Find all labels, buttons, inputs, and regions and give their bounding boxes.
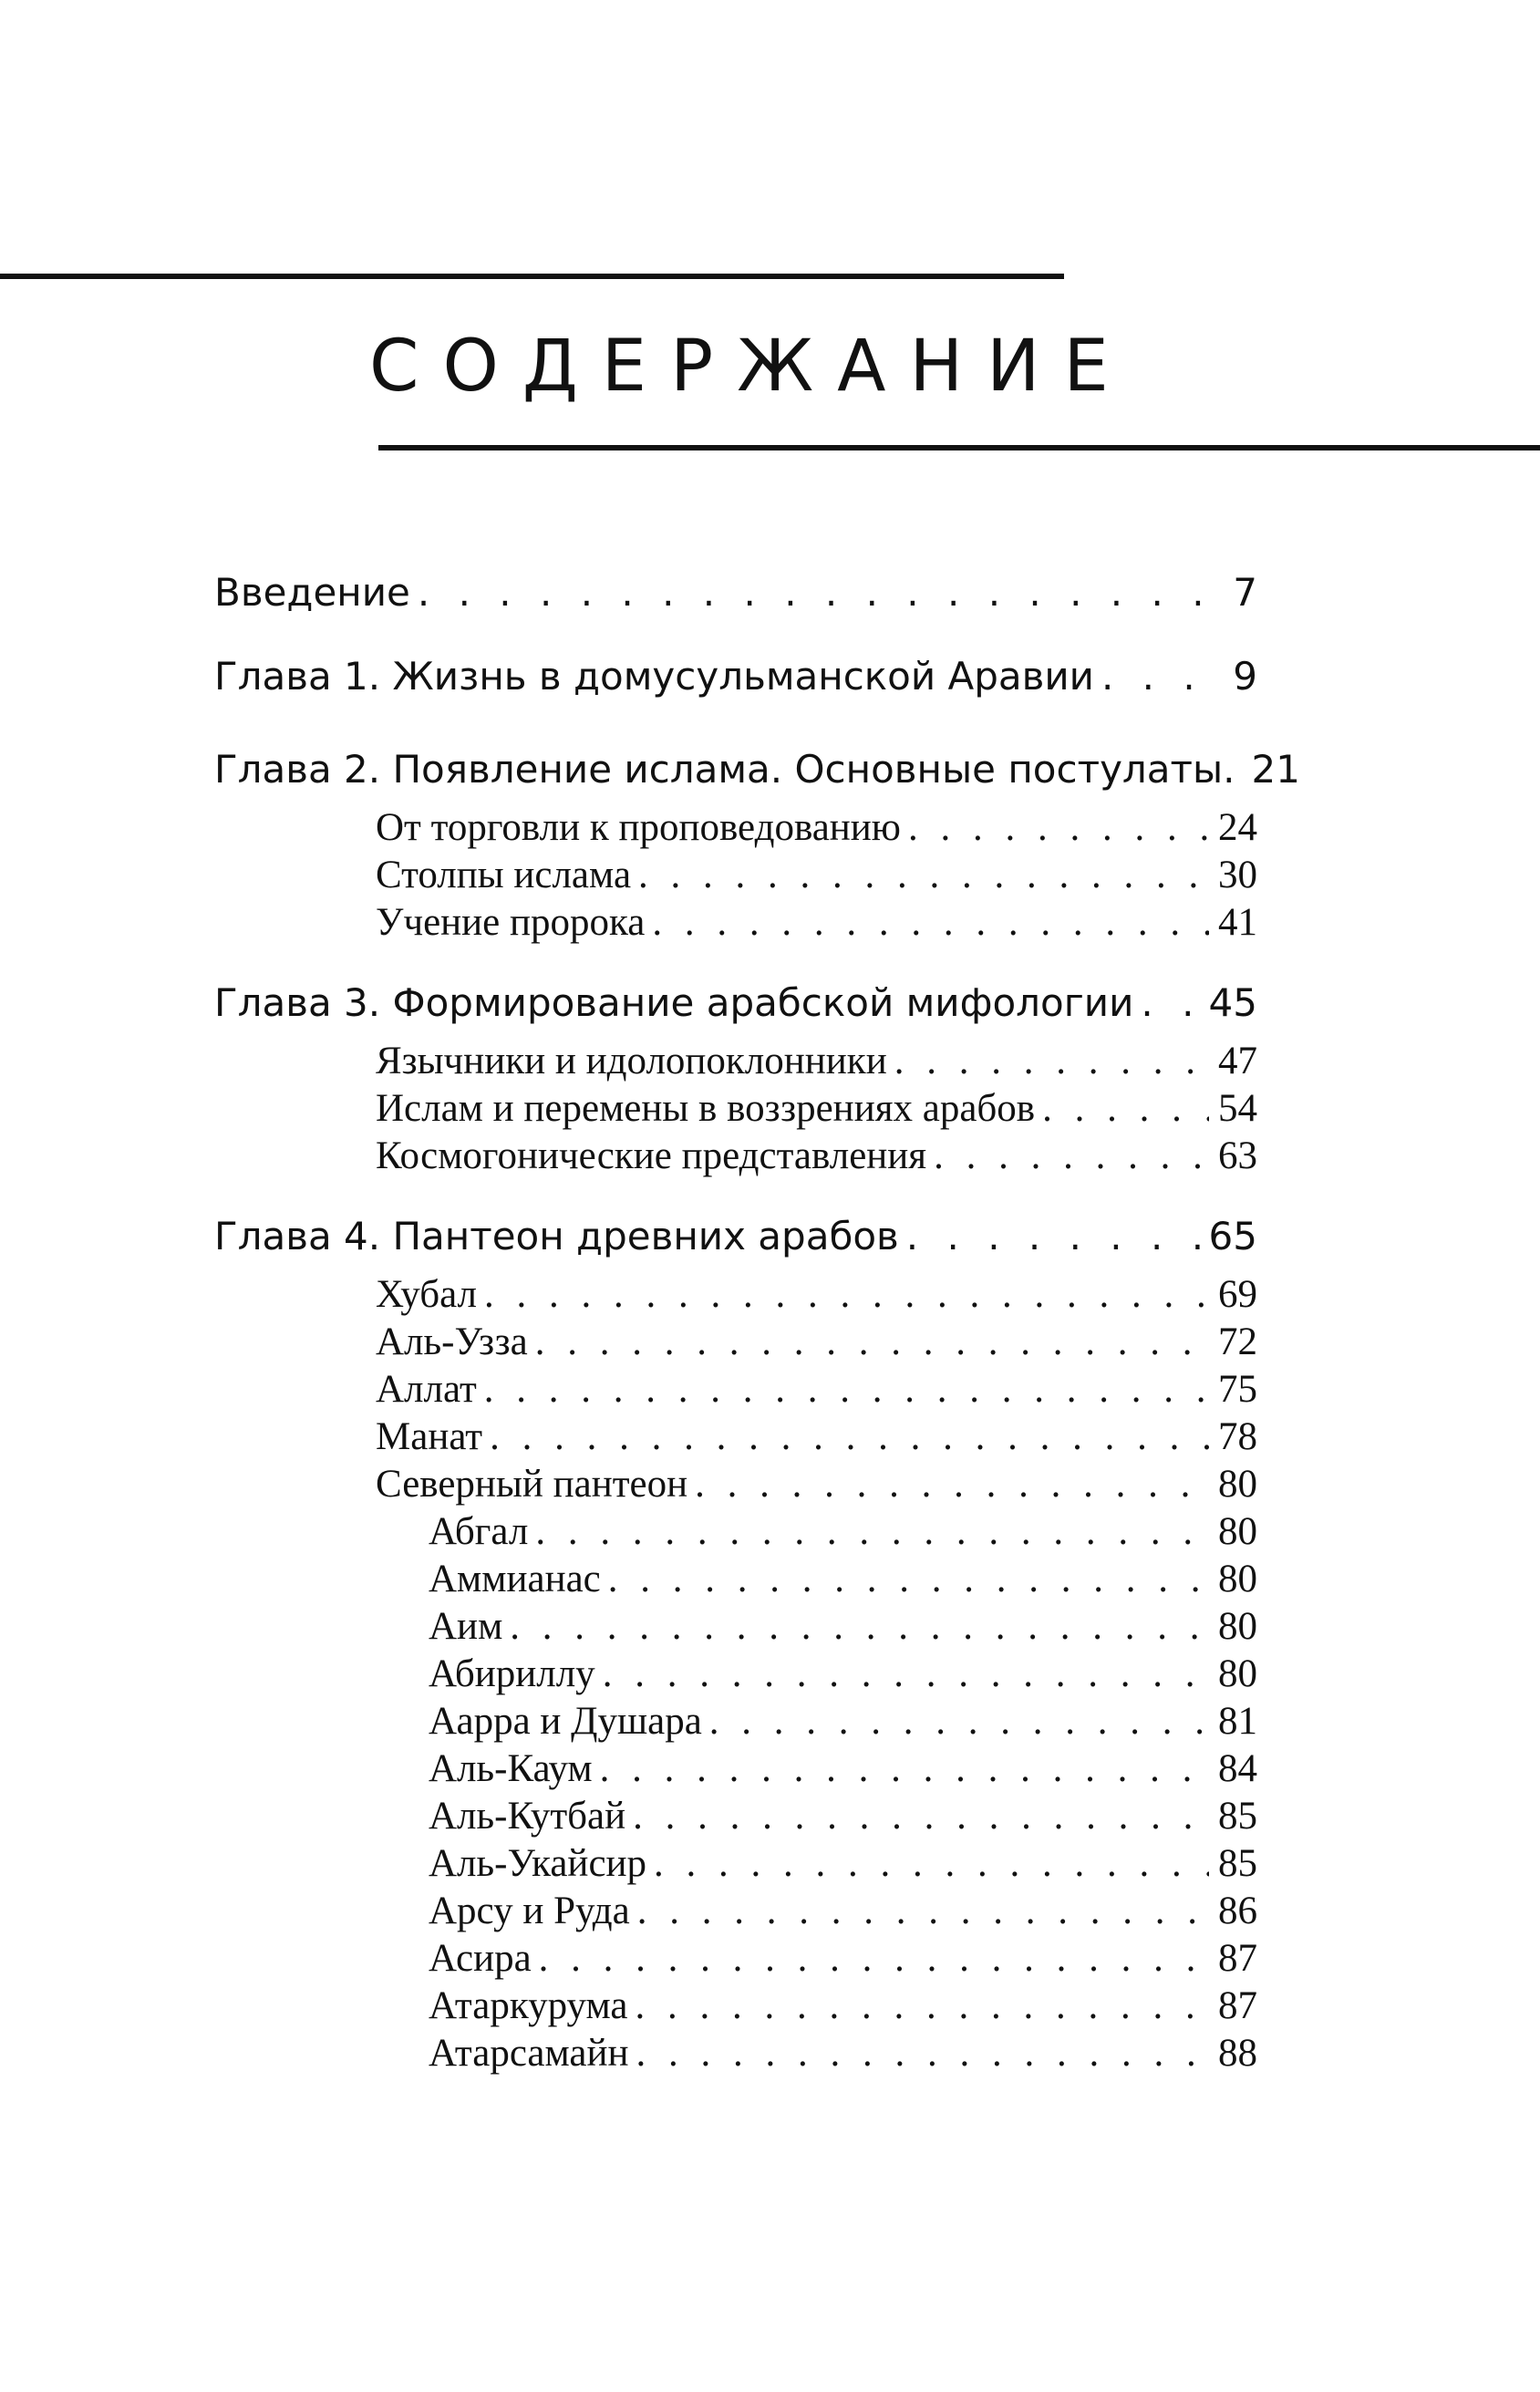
toc-entry-subsection[interactable] [429,1888,1257,1935]
toc-entry-section[interactable] [376,1366,1257,1413]
dot-leader [638,855,1209,895]
toc-entry-page: 81 [1218,1700,1257,1743]
toc-entry-page: 86 [1218,1890,1257,1932]
dot-leader [510,1607,1209,1646]
toc-entry-page: 9 [1233,654,1257,699]
toc-entry-section[interactable] [376,1413,1257,1461]
dot-leader [600,1749,1209,1788]
dot-leader [1042,1089,1209,1128]
toc-entry-page: 24 [1218,806,1257,849]
dot-leader [709,1702,1209,1741]
toc-entry-page: 87 [1218,1984,1257,2027]
toc-entry-page: 65 [1208,1214,1257,1258]
dot-leader [654,1844,1209,1883]
toc-entry-label: Аммианас [429,1558,601,1600]
dot-leader [603,1654,1209,1693]
toc-entry-label: Ислам и перемены в воззрениях арабов [376,1087,1036,1130]
toc-entry-label: Хубал [376,1273,478,1316]
toc-entry-label: Абгал [429,1510,529,1553]
toc-entry-page: 47 [1218,1040,1257,1082]
toc-entry-subsection[interactable] [429,1840,1257,1888]
dot-leader [635,1986,1209,2025]
toc-entry-subsection[interactable] [429,1651,1257,1698]
toc-entry-label: Арсу и Руда [429,1890,630,1932]
toc-entry-section[interactable] [376,1133,1257,1180]
toc-entry-page: 84 [1218,1747,1257,1790]
toc-entry-label: Столпы ислама [376,854,632,896]
dot-leader [535,1512,1209,1551]
toc-entry-section[interactable] [376,1271,1257,1319]
dot-leader [418,574,1224,612]
toc-entry-label: Учение пророка [376,901,646,944]
toc-entry-section[interactable] [376,1085,1257,1133]
dot-leader [633,1797,1209,1836]
toc-entry-page: 75 [1218,1368,1257,1411]
toc-entry-introduction[interactable] [214,565,1257,620]
toc-entry-page: 63 [1218,1134,1257,1177]
toc-entry-page: 80 [1218,1463,1257,1506]
toc-entry-label: Манат [376,1415,483,1458]
toc-entry-section[interactable] [376,804,1257,852]
toc-entry-label: Космогонические представления [376,1134,927,1177]
toc-entry-page: 80 [1218,1652,1257,1695]
dot-leader [934,1136,1209,1175]
toc-entry-chapter-2[interactable] [214,742,1300,797]
dot-leader [484,1370,1209,1409]
toc-entry-page: 88 [1218,2032,1257,2075]
toc-entry-chapter-3[interactable] [214,976,1257,1030]
toc-entry-subsection[interactable] [429,1983,1257,2030]
toc-entry-label: Аарра и Душара [429,1700,702,1743]
page-title: СОДЕРЖАНИЕ [369,326,1132,408]
toc-entry-subsection[interactable] [429,1508,1257,1556]
toc-entry-label: Глава 3. Формирование арабской мифологии [214,980,1134,1025]
toc-entry-label: Атаркурума [429,1984,628,2027]
toc-entry-label: Аль-Каум [429,1747,593,1790]
dot-leader [695,1465,1209,1504]
toc-entry-subsection[interactable] [429,1935,1257,1983]
toc-entry-page: 54 [1218,1087,1257,1130]
toc-entry-page: 72 [1218,1320,1257,1363]
toc-entry-chapter-1[interactable] [214,649,1257,704]
toc-entry-subsection[interactable] [429,1793,1257,1840]
toc-entry-section[interactable] [376,1038,1257,1085]
toc-entry-page: 41 [1218,901,1257,944]
toc-entry-label: Абириллу [429,1652,595,1695]
toc-entry-chapter-4[interactable] [214,1209,1257,1264]
toc-entry-label: Аль-Кутбай [429,1795,626,1838]
toc-entry-page: 85 [1218,1795,1257,1838]
dot-leader [484,1275,1209,1314]
toc-entry-label: Аль-Укайсир [429,1842,647,1885]
toc-entry-label: От торговли к проповедованию [376,806,901,849]
dot-leader [636,2034,1209,2073]
toc-entry-label: Северный пантеон [376,1463,688,1506]
dot-leader [1141,984,1199,1022]
toc-entry-section[interactable] [376,1319,1257,1366]
toc-entry-label: Язычники и идолопоклонники [376,1040,887,1082]
dot-leader [908,808,1209,847]
toc-entry-page: 80 [1218,1558,1257,1600]
toc-entry-subsection[interactable] [429,1556,1257,1603]
toc-entry-label: Аллат [376,1368,477,1411]
toc-entry-label: Аим [429,1605,503,1648]
dot-leader [894,1041,1209,1081]
toc-entry-page: 30 [1218,854,1257,896]
toc-entry-label: Атарсамайн [429,2032,629,2075]
toc-entry-label: Асира [429,1937,532,1980]
toc-entry-page: 45 [1208,980,1257,1025]
toc-entry-label: Глава 1. Жизнь в домусульманской Аравии [214,654,1094,699]
toc-entry-page: 80 [1218,1605,1257,1648]
dot-leader [1101,658,1224,696]
toc-entry-page: 80 [1218,1510,1257,1553]
toc-entry-label: Глава 2. Появление ислама. Основные постулаты. [214,747,1235,792]
toc-entry-label: Введение [214,570,410,615]
toc-entry-page: 78 [1218,1415,1257,1458]
toc-entry-page: 21 [1251,747,1300,792]
toc-entry-label: Глава 4. Пантеон древних арабов [214,1214,899,1258]
toc-entry-section[interactable] [376,852,1257,899]
toc-entry-section[interactable] [376,899,1257,947]
toc-entry-subsection[interactable] [429,1603,1257,1651]
dot-leader [490,1417,1209,1456]
toc-entry-page: 7 [1233,570,1257,615]
dot-leader [539,1939,1209,1978]
toc-entry-subsection[interactable] [429,1698,1257,1745]
toc-entry-section[interactable] [376,1461,1257,1508]
dot-leader [652,903,1209,942]
dot-leader [637,1891,1209,1931]
toc-entry-subsection[interactable] [429,2030,1257,2077]
toc-entry-label: Аль-Узза [376,1320,528,1363]
dot-leader [608,1559,1209,1599]
dot-leader [906,1217,1200,1256]
toc-entry-subsection[interactable] [429,1745,1257,1793]
dot-leader [535,1322,1209,1362]
toc-entry-page: 69 [1218,1273,1257,1316]
toc-entry-page: 87 [1218,1937,1257,1980]
toc-entry-page: 85 [1218,1842,1257,1885]
